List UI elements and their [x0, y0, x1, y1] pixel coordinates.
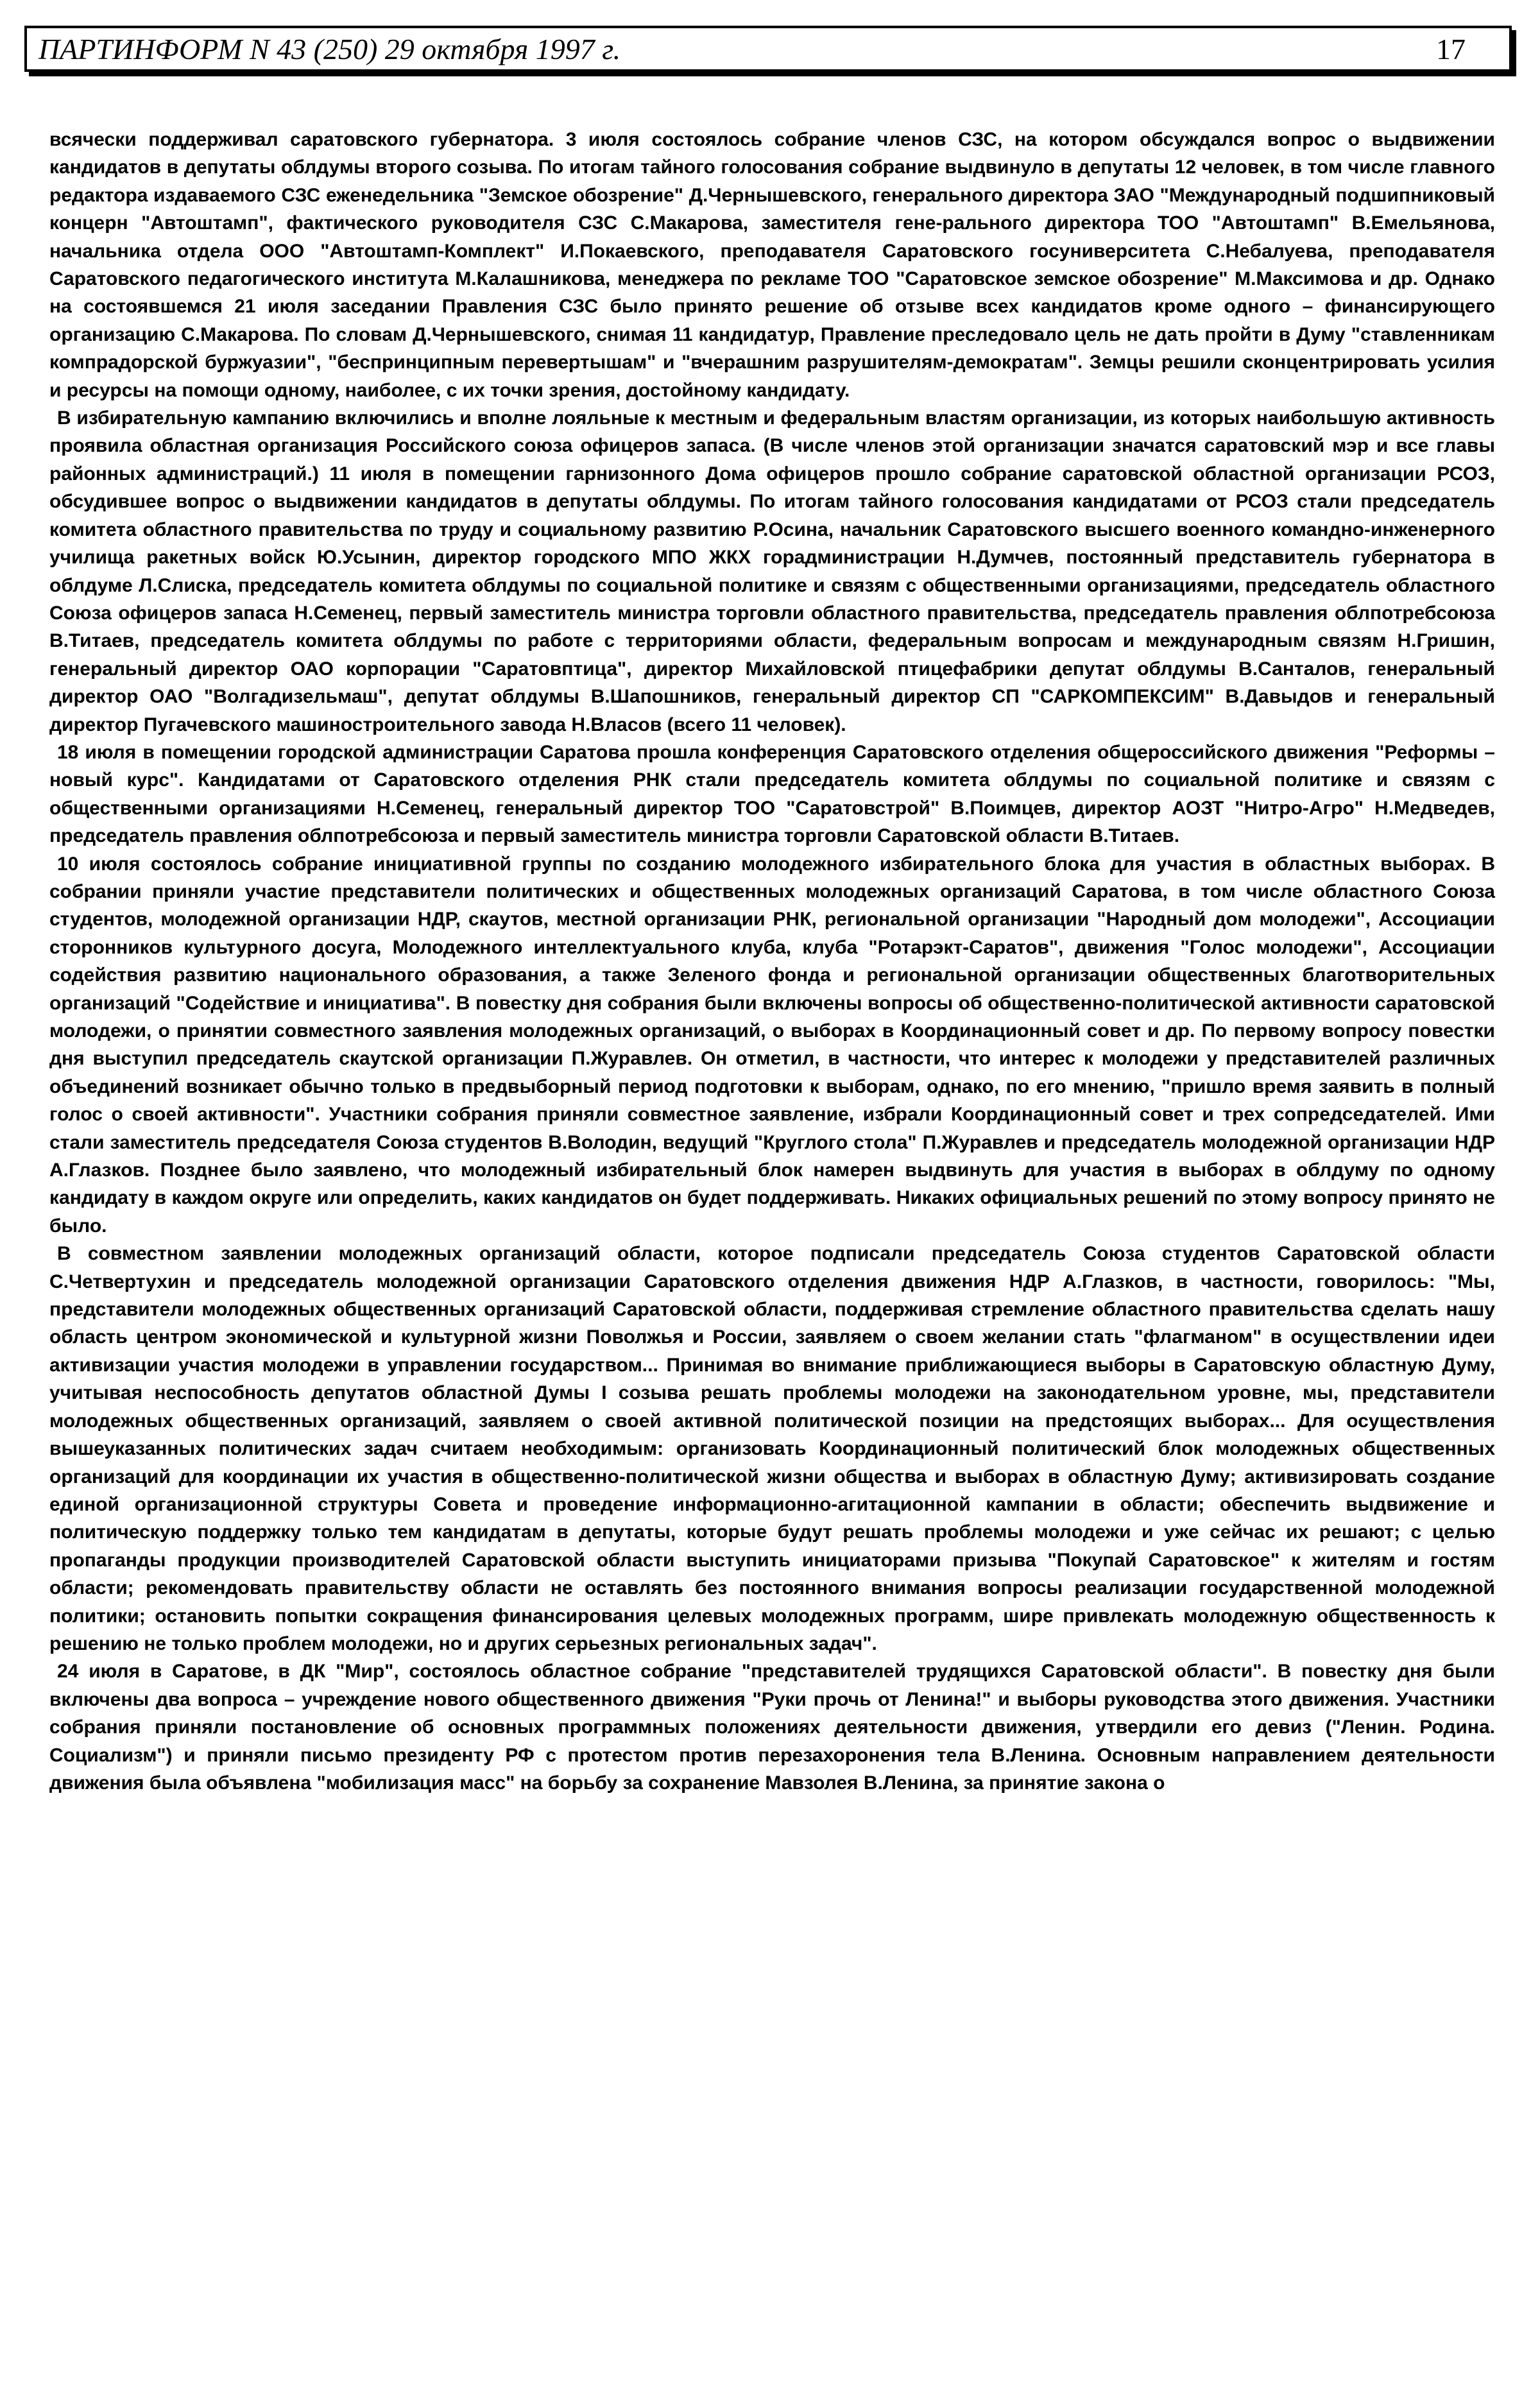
page-number: 17 [1436, 33, 1466, 65]
paragraph: 24 июля в Саратове, в ДК "Мир", состоялось областное собрание "представителей трудящихся Саратовской области". В повестку дня были включены два вопроса – учреждение нового общественного движения "Руки прочь от Ленина!" и выборы руководства этого движения. Участники собрания приняли постановление об основных программных положениях деятельности движения, утвердили его девиз ("Ленин. Родина. Социализм") и приняли письмо президенту РФ с протестом против перезахоронения тела В.Ленина. Основным направлением деятельности движения была объявлена "мобилизация масс" на борьбу за сохранение Мавзолея В.Ленина, за принятие закона о [49, 1661, 1495, 1794]
paragraph: 10 июля состоялось собрание инициативной группы по созданию молодежного избирательного блока для участия в областных выборах. В собрании приняли участие представители политических и общественных молодежных организаций Саратова, в том числе областного Союза студентов, молодежной организации НДР, скаутов, местной организации РНК, региональной организации "Народный дом молодежи", Ассоциации сторонников культурного досуга, Молодежного интеллектуального клуба, клуба "Ротарэкт-Саратов", движения "Голос молодежи", Ассоциации содействия развитию национального образования, а также Зеленого фонда и региональной организации общественных благотворительных организаций "Содействие и инициатива". В повестку дня собрания были включены вопросы об общественно-политической активности саратовской молодежи, о принятии совместного заявления молодежных организаций, о выборах в Координационный совет и др. По первому вопросу повестки дня выступил председатель скаутской организации П.Журавлев. Он отметил, в частности, что интерес к молодежи у представителей различных объединений возникает обычно только в предвыборный период подготовки к выборам, однако, по его мнению, "пришло время заявить в полный голос о своей активности". Участники собрания приняли совместное заявление, избрали Координационный совет и трех сопредседателей. Ими стали заместитель председателя Союза студентов В.Володин, ведущий "Круглого стола" П.Журавлев и председатель молодежной организации НДР А.Глазков. Позднее было заявлено, что молодежный избирательный блок намерен выдвинуть для участия в выборах в облдуму по одному кандидату в каждом округе или определить, каких кандидатов он будет поддерживать. Никаких официальных решений по этому вопросу принято не было. [49, 853, 1495, 1237]
paragraph: В избирательную кампанию включились и вполне лояльные к местным и федеральным властям организации, из которых наибольшую активность проявила областная организация Российского союза офицеров запаса. (В числе членов этой организации значатся саратовский мэр и все главы районных администраций.) 11 июля в помещении гарнизонного Дома офицеров прошло собрание саратовской областной организации РСОЗ, обсудившее вопрос о выдвижении кандидатов в депутаты облдумы. По итогам тайного голосования кандидатами от РСОЗ стали председатель комитета областного правительства по труду и социальному развитию Р.Осина, начальник Саратовского высшего военного командно-инженерного училища ракетных войск Ю.Усынин, директор городского МПО ЖКХ горадминистрации Н.Думчев, постоянный представитель губернатора в облдуме Л.Слиска, председатель комитета облдумы по социальной политике и связям с общественными организациями, председатель областного Союза офицеров запаса Н.Семенец, первый заместитель министра торговли областного правительства, председатель правления облпотребсоюза В.Титаев, председатель комитета облдумы по работе с территориями области, федеральным вопросам и международным связям Н.Гришин, генеральный директор ОАО корпорации "Саратовптица", директор Михайловской птицефабрики депутат облдумы В.Санталов, генеральный директор ОАО "Волгадизельмаш", депутат облдумы В.Шапошников, генеральный директор СП "САРКОМПЕКСИМ" В.Давыдов и генеральный директор Пугачевского машиностроительного завода Н.Власов (всего 11 человек). [49, 407, 1495, 735]
article-body [49, 126, 1495, 1797]
publication-title: ПАРТИНФОРМ N 43 (250) 29 октября 1997 г. [38, 33, 621, 65]
paragraph: всячески поддерживал саратовского губернатора. 3 июля состоялось собрание членов СЗС, на котором обсуждался вопрос о выдвижении кандидатов в депутаты облдумы второго созыва. По итогам тайного голосования собрание выдвинуло в депутаты 12 человек, в том числе главного редактора издаваемого СЗС еженедельника "Земское обозрение" Д.Чернышевского, генерального директора ЗАО "Международный подшипниковый концерн "Автоштамп", фактического руководителя СЗС С.Макарова, заместителя гене-рального директора ТОО "Автоштамп" В.Емельянова, начальника отдела ООО "Автоштамп-Комплект" И.Покаевского, преподавателя Саратовского госуниверситета С.Небалуева, преподавателя Саратовского педагогического института М.Калашникова, менеджера по рекламе ТОО "Саратовское земское обозрение" М.Максимова и др. Однако на состоявшемся 21 июля заседании Правления СЗС было принято решение об отзыве всех кандидатов кроме одного – финансирующего организацию С.Макарова. По словам Д.Чернышевского, снимая 11 кандидатур, Правление преследовало цель не дать пройти в Думу "ставленникам компрадорской буржуазии", "беспринципным перевертышам" и "вчерашним разрушителям-демократам". Земцы решили сконцентрировать усилия и ресурсы на помощи одному, наиболее, с их точки зрения, достойному кандидату. [49, 129, 1495, 401]
paragraph: 18 июля в помещении городской администрации Саратова прошла конференция Саратовского отделения общероссийского движения "Реформы – новый курс". Кандидатами от Саратовского отделения РНК стали председатель комитета облдумы по социальной политике и связям с общественными организациями Н.Семенец, генеральный директор ТОО "Саратовстрой" В.Поимцев, директор АОЗТ "Нитро-Агро" Н.Медведев, председатель правления облпотребсоюза и первый заместитель министра торговли Саратовской области В.Титаев. [49, 741, 1495, 847]
page-header [24, 26, 1512, 72]
paragraph: В совместном заявлении молодежных организаций области, которое подписали председатель Союза студентов Саратовской области С.Четвертухин и председатель молодежной организации Саратовского отделения движения НДР А.Глазков, в частности, говорилось: "Мы, представители молодежных общественных организаций Саратовской области, поддерживая стремление областного правительства сделать нашу область центром экономической и культурной жизни Поволжья и России, заявляем о своем желании стать "флагманом" в осуществлении идеи активизации участия молодежи в управлении государством... Принимая во внимание приближающиеся выборы в Саратовскую областную Думу, учитывая неспособность депутатов областной Думы I созыва решать проблемы молодежи на законодательном уровне, мы, представители молодежных общественных организаций, заявляем о своей активной политической позиции на предстоящих выборах... Для осуществления вышеуказанных политических задач считаем необходимым: организовать Координационный политический блок молодежных общественных организаций для координации их участия в общественно-политической жизни общества и выборах в областную Думу; активизировать создание единой организационной структуры Совета и проведение информационно-агитационной кампании в области; обеспечить выдвижение и политическую поддержку только тем кандидатам в депутаты, которые будут решать проблемы молодежи и уже сейчас их решают; с целью пропаганды продукции производителей Саратовской области выступить инициаторами призыва "Покупай Саратовское" к жителям и гостям области; рекомендовать правительству области не оставлять без постоянного внимания вопросы реализации государственной молодежной политики; остановить попытки сокращения финансирования целевых молодежных программ, шире привлекать молодежную общественность к решению не только проблем молодежи, но и других серьезных региональных задач". [49, 1243, 1495, 1654]
